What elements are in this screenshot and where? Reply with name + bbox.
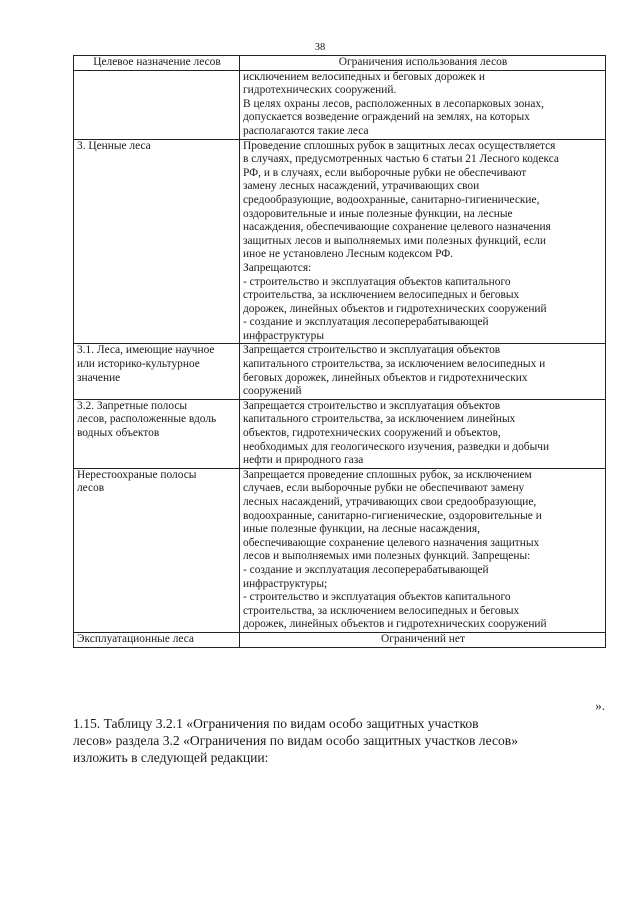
restrictions-cell: Запрещается строительство и эксплуатация объектов капитального строительства, за исключением линейных объектов, гидротехнических сооружений и объектов, необходимых для геологического изучения, разведки и добычи нефти и природного газа (240, 399, 606, 468)
purpose-cell: 3.1. Леса, имеющие научное или историко-культурное значение (74, 344, 240, 399)
purpose-cell: Нерестоохраные полосы лесов (74, 468, 240, 632)
closing-quote-mark: ». (595, 698, 605, 713)
forest-restrictions-table (73, 55, 606, 648)
restrictions-cell: Проведение сплошных рубок в защитных лесах осуществляется в случаях, предусмотренных частью 6 статьи 21 Лесного кодекса РФ, и в случаях, если выборочные рубки не обеспечивают замену лесных насаждений, утрачивающих свои средообразующие, водоохранные, санитарно-гигиенические, оздоровительные и иные полезные функции, на лесные насаждения, обеспечивающие сохранение целевого назначения защитных лесов и выполняемых ими полезных функций, если иное не установлено Лесным кодексом РФ. Запрещаются: - строительство и эксплуатация объектов капитального строительства, за исключением велосипедных и беговых дорожек, линейных объектов и гидротехнических сооружений - создание и эксплуатация лесоперерабатывающей инфраструктуры (240, 139, 606, 344)
header-purpose: Целевое назначение лесов (74, 56, 240, 71)
page-number: 38 (314, 42, 326, 53)
purpose-cell: 3. Ценные леса (74, 139, 240, 344)
purpose-cell: 3.2. Запретные полосы лесов, расположенные вдоль водных объектов (74, 399, 240, 468)
purpose-cell: Эксплуатационные леса (74, 632, 240, 647)
table-row (74, 139, 606, 344)
amendment-paragraph: 1.15. Таблицу 3.2.1 «Ограничения по видам особо защитных участков лесов» раздела 3.2 «Ограничения по видам особо защитных участков лесов» изложить в следующей редакции: (73, 716, 519, 765)
table-row (74, 70, 606, 139)
table-row (74, 399, 606, 468)
purpose-cell (74, 70, 240, 139)
restrictions-cell: Запрещается строительство и эксплуатация объектов капитального строительства, за исключением велосипедных и беговых дорожек, линейных объектов и гидротехнических сооружений (240, 344, 606, 399)
restrictions-cell: Запрещается проведение сплошных рубок, за исключением случаев, если выборочные рубки не обеспечивают замену лесных насаждений, утрачивающих свои средообразующие, водоохранные, санитарно-гигиенические, оздоровительные и иные полезные функции, на лесные насаждения, обеспечивающие сохранение целевого назначения защитных лесов и выполняемых ими полезных функций. Запрещены: - создание и эксплуатация лесоперерабатывающей инфраструктуры; - строительство и эксплуатация объектов капитального строительства, за исключением велосипедных и беговых дорожек, линейных объектов и гидротехнических сооружений (240, 468, 606, 632)
restrictions-cell: Ограничений нет (240, 632, 606, 647)
table-row (74, 632, 606, 647)
table-header-row (74, 56, 606, 71)
header-restrictions: Ограничения использования лесов (240, 56, 606, 71)
table-row (74, 344, 606, 399)
table-row (74, 468, 606, 632)
restrictions-cell: исключением велосипедных и беговых дорожек и гидротехнических сооружений. В целях охраны лесов, расположенных в лесопарковых зонах, допускается возведение ограждений на землях, на которых располагаются такие леса (240, 70, 606, 139)
